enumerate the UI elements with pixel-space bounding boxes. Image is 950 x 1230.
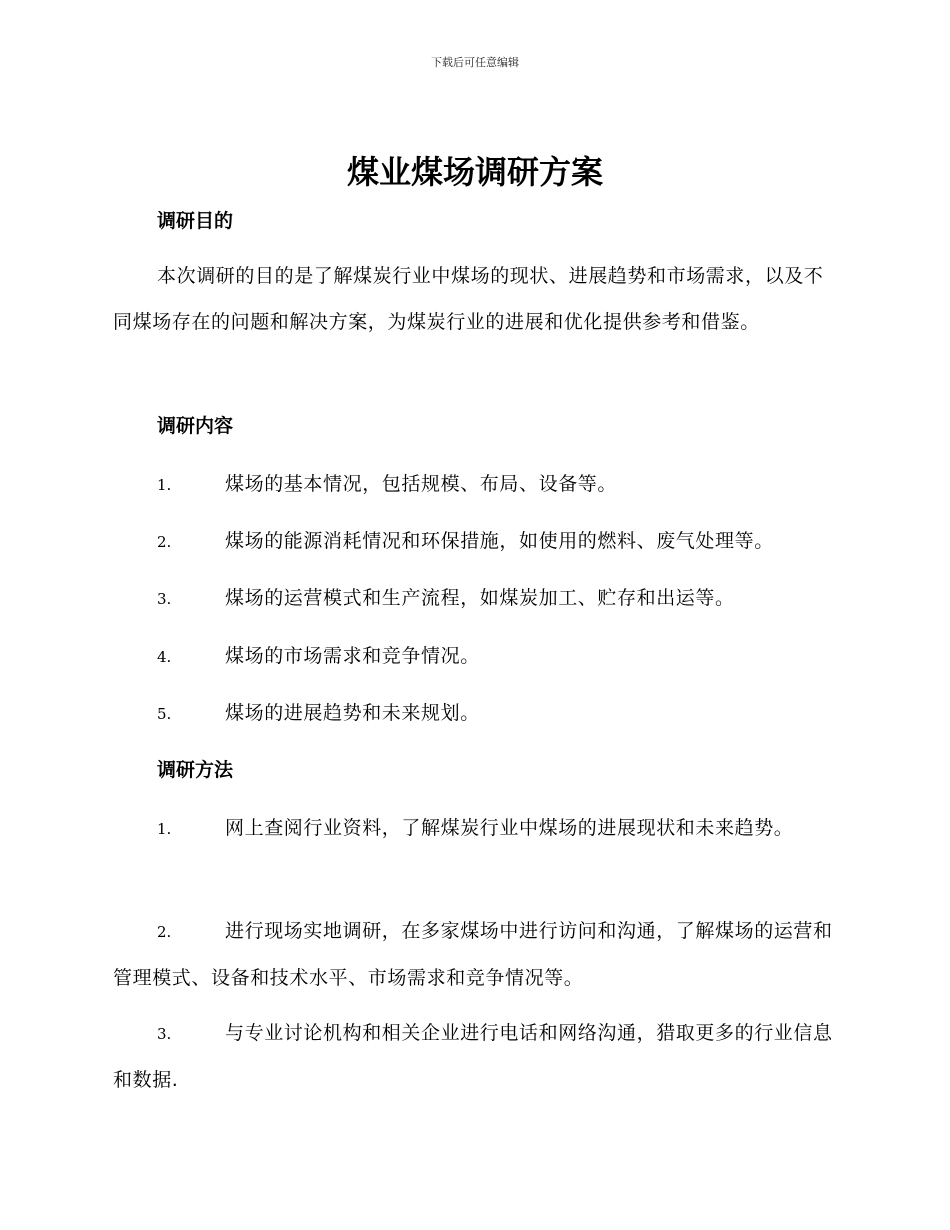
list-item-number: 4.: [157, 648, 172, 666]
method-list-item: [113, 805, 837, 852]
list-item-text: 进行现场实地调研，在多家煤场中进行访问和沟通，了解煤场的运营和管理模式、设备和技术水平、市场需求和竞争情况等。: [113, 920, 833, 989]
purpose-paragraph: 本次调研的目的是了解煤炭行业中煤场的现状、进展趋势和市场需求，以及不同煤场存在的问题和解决方案，为煤炭行业的进展和优化提供参考和借鉴。: [113, 265, 824, 333]
content-list-item: [113, 690, 837, 737]
list-item-number: 1.: [157, 476, 172, 494]
list-item-text: 煤场的市场需求和竞争情况。: [225, 645, 480, 667]
method-list-item: [113, 908, 837, 1001]
method-list-item: [113, 1010, 837, 1103]
list-item-text: 与专业讨论机构和相关企业进行电话和网络沟通，猎取更多的行业信息和数据.: [113, 1022, 833, 1091]
list-item-number: 1.: [157, 820, 172, 838]
list-item-text: 煤场的基本情况，包括规模、布局、设备等。: [225, 473, 618, 495]
section-heading-method: 调研方法: [157, 759, 234, 781]
list-item-number: 3.: [157, 590, 172, 608]
content-list-item: [113, 518, 837, 565]
content-list-item: [113, 461, 837, 508]
content-list-item: [113, 575, 837, 622]
list-item-text: 煤场的运营模式和生产流程，如煤炭加工、贮存和出运等。: [225, 587, 735, 609]
section-heading-purpose: 调研目的: [157, 210, 234, 232]
list-item-number: 5.: [157, 705, 172, 723]
content-list-item: [113, 633, 837, 680]
list-item-number: 2.: [157, 923, 172, 941]
list-item-number: 3.: [157, 1025, 172, 1043]
list-item-text: 煤场的进展趋势和未来规划。: [225, 702, 480, 724]
document-title: 煤业煤场调研方案: [346, 153, 603, 191]
page-header-note: 下载后可任意编辑: [431, 56, 519, 69]
section-heading-content: 调研内容: [157, 415, 234, 437]
list-item-text: 网上查阅行业资料，了解煤炭行业中煤场的进展现状和未来趋势。: [225, 817, 794, 839]
list-item-number: 2.: [157, 533, 172, 551]
list-item-text: 煤场的能源消耗情况和环保措施，如使用的燃料、废气处理等。: [225, 530, 774, 552]
